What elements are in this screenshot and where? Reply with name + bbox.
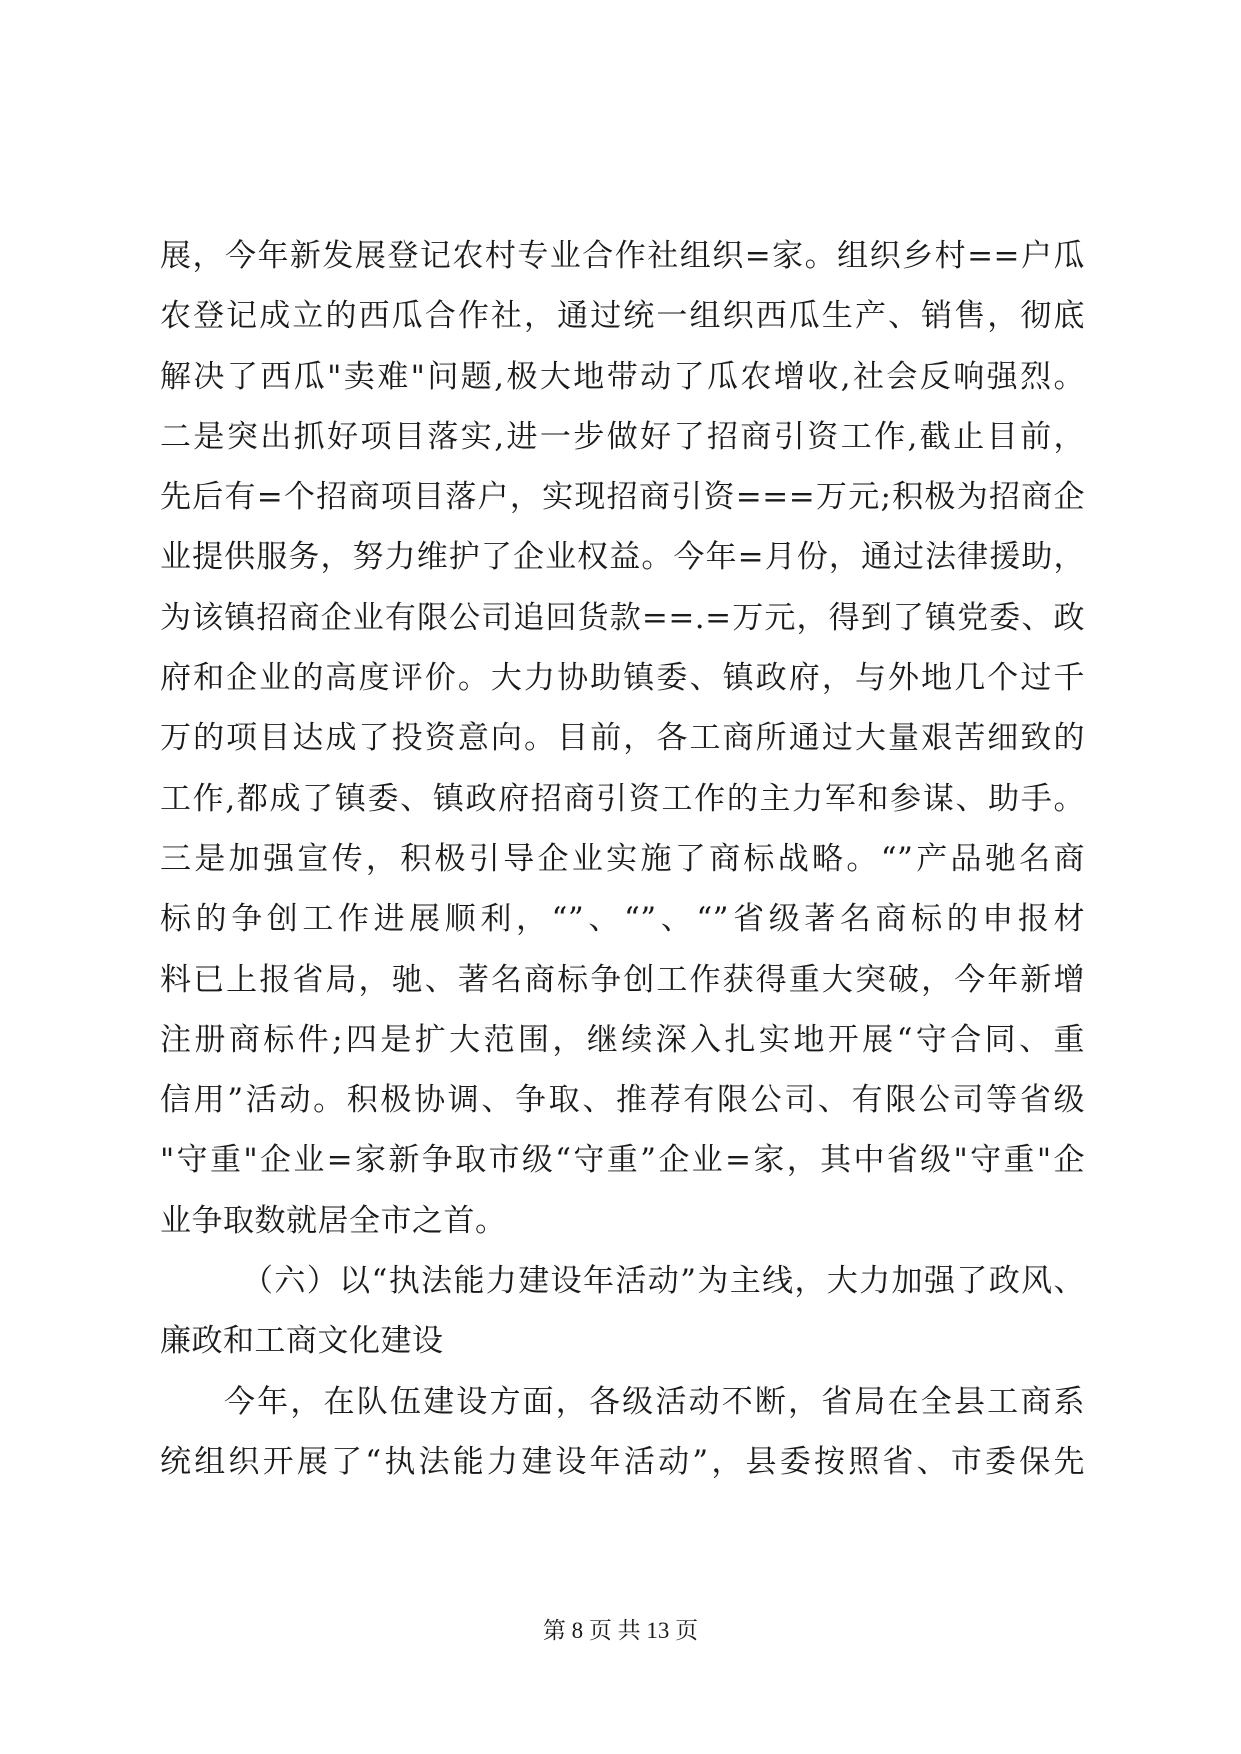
text-line: 万的项目达成了投资意向。目前，各工商所通过大量艰苦细致的 [160, 720, 1085, 757]
body-text [160, 226, 1085, 1492]
text-line: 三是加强宣传，积极引导企业实施了商标战略。“”产品驰名商 [160, 840, 1085, 877]
section-heading-line: （六）以“执法能力建设年活动”为主线，大力加强了政风、 [242, 1263, 1085, 1300]
section-heading-line: 廉政和工商文化建设 [160, 1323, 444, 1360]
text-line: 展，今年新发展登记农村专业合作社组织=家。组织乡村==户瓜 [160, 238, 1085, 274]
text-line: 工作,都成了镇委、镇政府招商引资工作的主力军和参谋、助手。 [160, 780, 1085, 817]
text-line: 为该镇招商企业有限公司追回货款==.=万元，得到了镇党委、政 [160, 599, 1085, 636]
text-line: 府和企业的高度评价。大力协助镇委、镇政府，与外地几个过千 [160, 660, 1085, 697]
text-line: 解决了西瓜"卖难"问题,极大地带动了瓜农增收,社会反响强烈。 [160, 358, 1085, 395]
text-line: 标的争创工作进展顺利，“”、“”、“”省级著名商标的申报材 [160, 901, 1085, 938]
page-number: 第 8 页 共 13 页 [542, 1618, 699, 1643]
text-line: 业提供服务，努力维护了企业权益。今年=月份，通过法律援助， [160, 539, 1085, 576]
text-line: 先后有=个招商项目落户，实现招商引资===万元;积极为招商企 [160, 479, 1085, 516]
text-line: 料已上报省局，驰、著名商标争创工作获得重大突破，今年新增 [160, 961, 1085, 998]
text-line: 二是突出抓好项目落实,进一步做好了招商引资工作,截止目前， [160, 418, 1085, 455]
text-line: "守重"企业=家新争取市级“守重”企业=家，其中省级"守重"企 [160, 1142, 1085, 1179]
text-line: 今年，在队伍建设方面，各级活动不断，省局在全县工商系 [224, 1383, 1085, 1420]
text-line: 农登记成立的西瓜合作社，通过统一组织西瓜生产、销售，彻底 [160, 298, 1085, 335]
text-line: 统组织开展了“执法能力建设年活动”，县委按照省、市委保先 [160, 1443, 1085, 1480]
text-line: 注册商标件;四是扩大范围，继续深入扎实地开展“守合同、重 [160, 1021, 1085, 1058]
text-line: 业争取数就居全市之首。 [160, 1202, 507, 1239]
text-line: 信用”活动。积极协调、争取、推荐有限公司、有限公司等省级 [160, 1082, 1085, 1119]
